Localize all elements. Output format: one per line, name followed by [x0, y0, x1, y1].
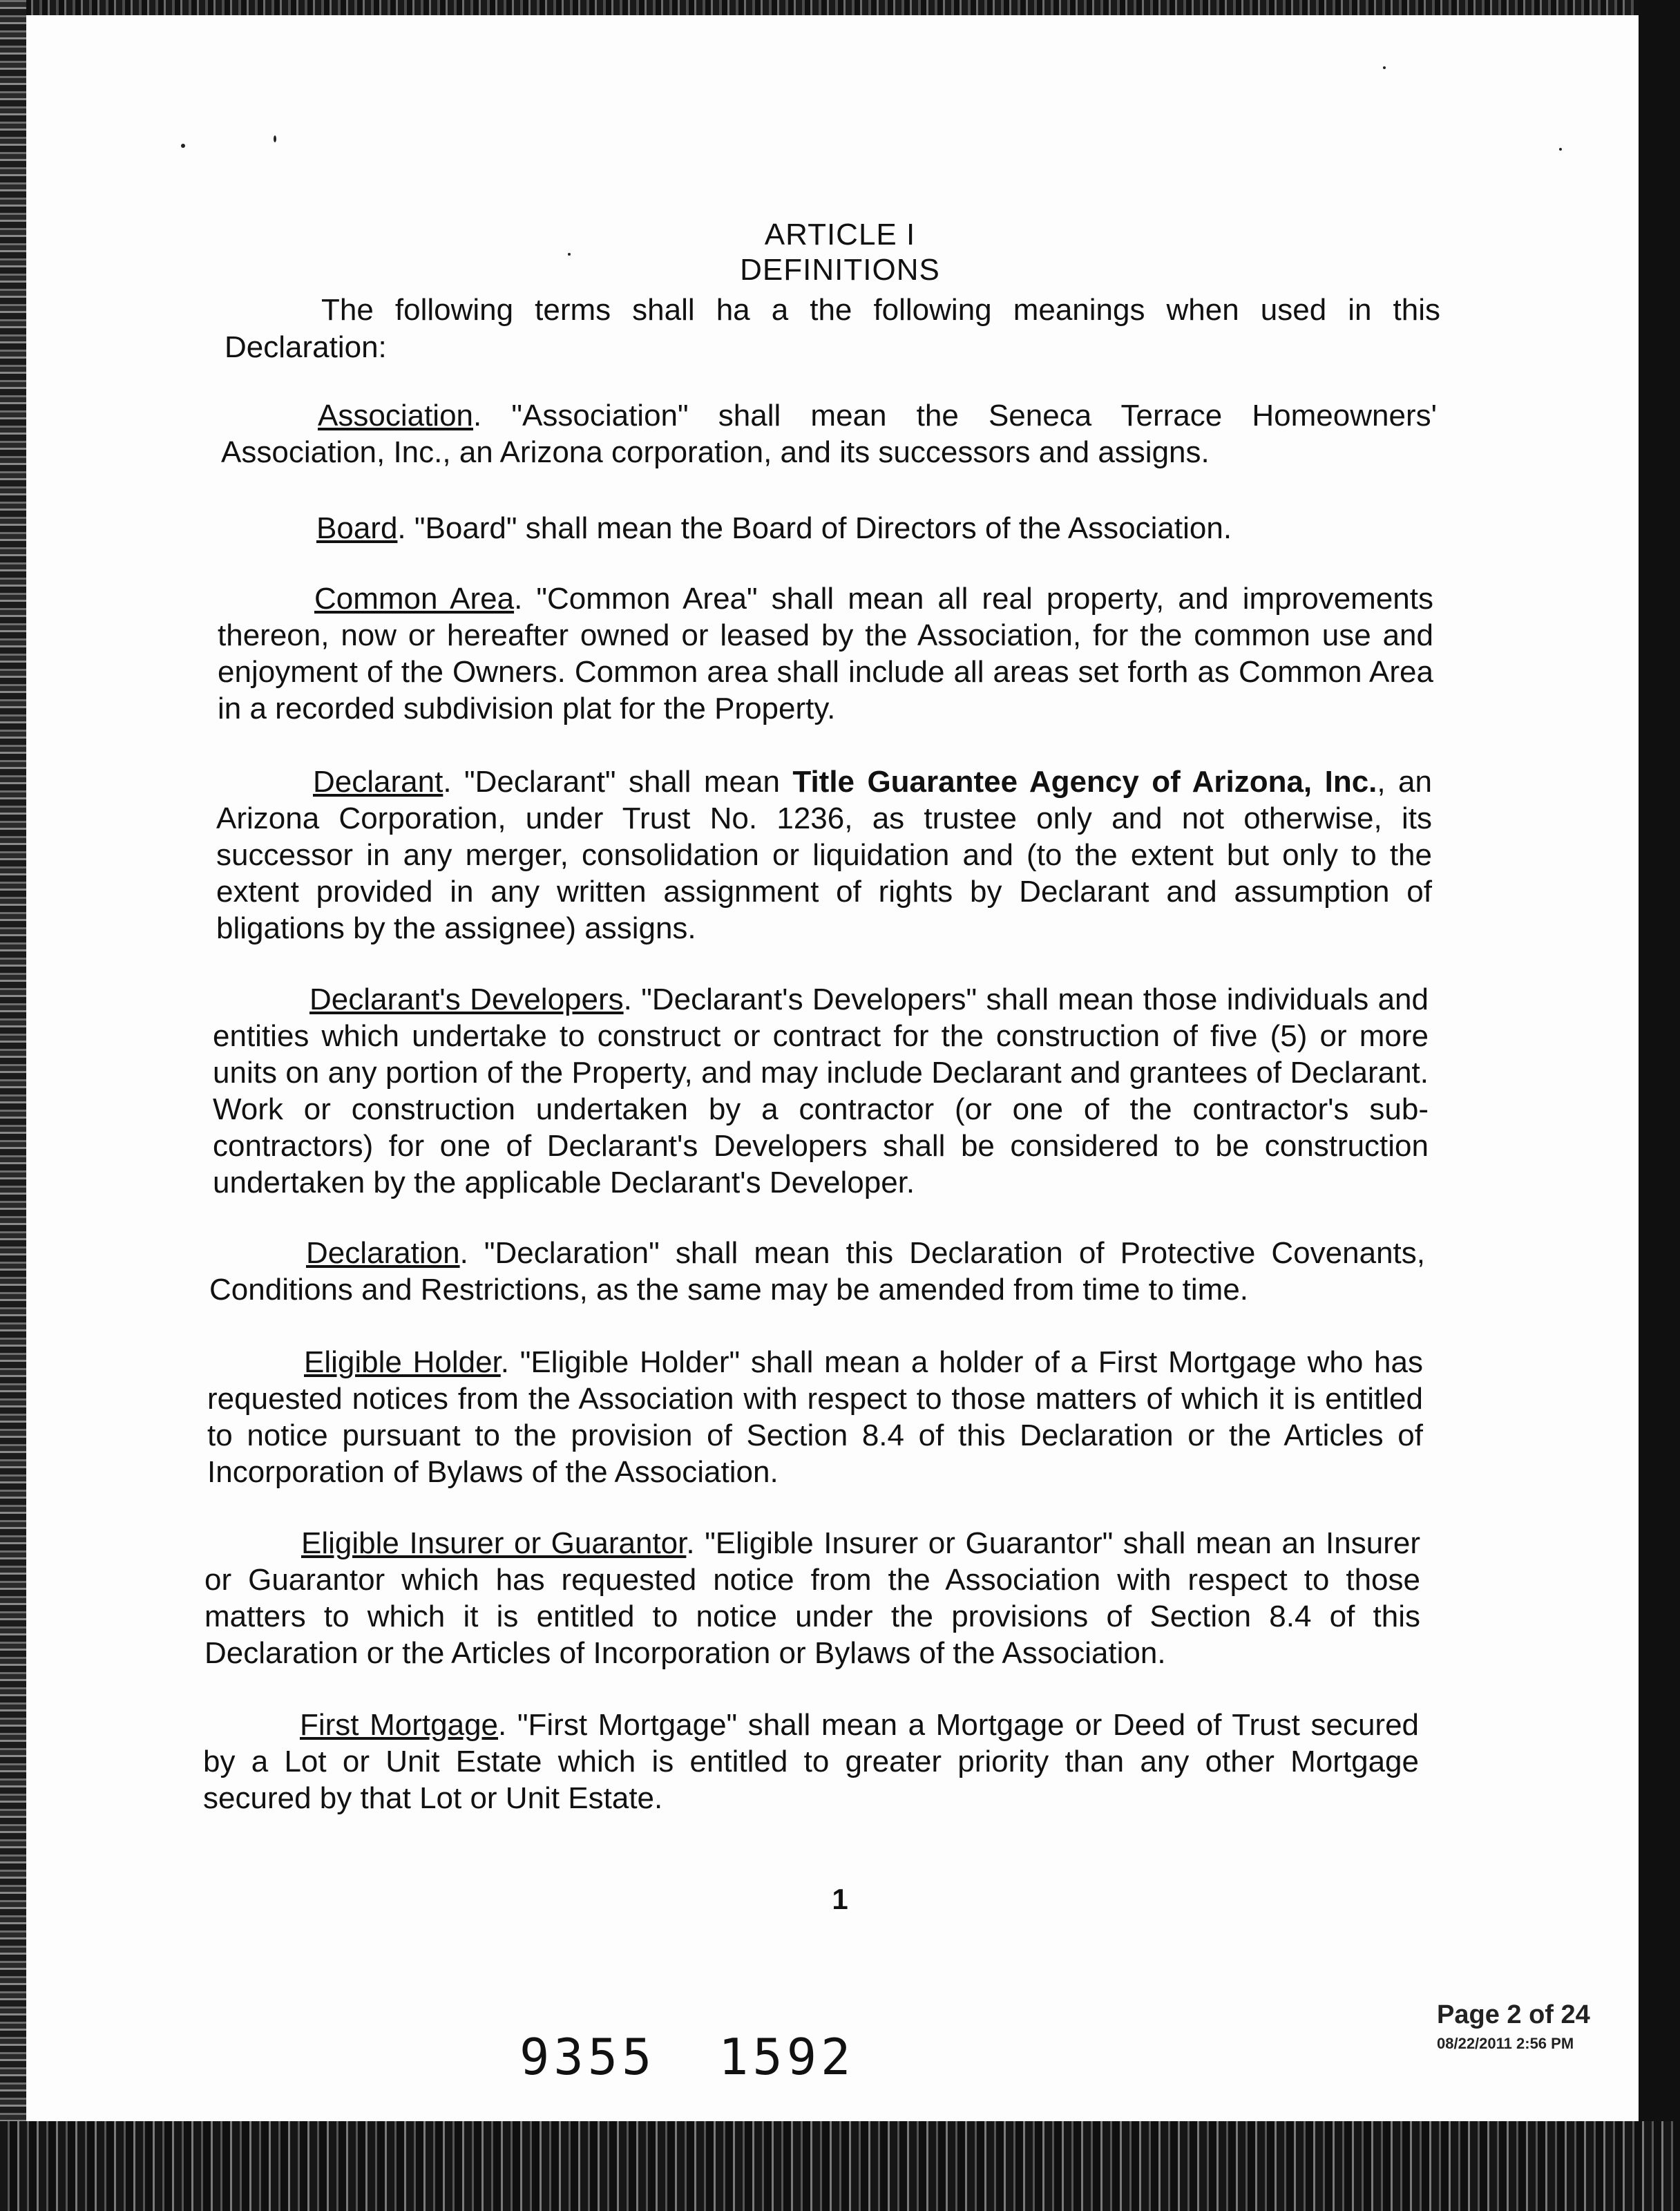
- definition-text-bold: Title Guarantee Agency of Arizona, Inc.: [792, 765, 1377, 799]
- definition-text: "Declarant's Developers" shall mean those individuals and entities which undertake to construct or contract for the construction of five (5) or more units on any portion of the Property, and may include Declarant and grantees of Declarant. Work or construction undertaken by a contractor (or one of the contractor's sub-contractors) for one of Declarant's Developers shall be considered to be construction undertaken by the applicable Declarant's Developer.: [213, 983, 1429, 1199]
- definition-text: "First Mortgage" shall mean a Mortgage or Deed of Trust secured by a Lot or Unit Estate which is entitled to greater priority than any other Mortgage secured by that Lot or Unit Estate.: [203, 1708, 1420, 1815]
- article-subheading: DEFINITIONS: [740, 253, 940, 287]
- definition-text-after: , an Arizona Corporation, under Trust No. 1236, as trustee only and not otherwise, its successor in any merger, consolidation or liquidation and (to the extent but only to the extent provided in any written assignment of rights by Declarant and assumption of bligations by the assignee) assigns.: [216, 765, 1432, 945]
- scan-speck: [274, 135, 276, 142]
- intro-text: The following terms shall ha a the following meanings when used in this Declaration:: [225, 293, 1440, 364]
- definition-text: "Declaration" shall mean this Declaration of Protective Covenants, Conditions and Restrictions, as the same may be amended from time to time.: [209, 1236, 1425, 1307]
- scan-speck: [181, 144, 185, 148]
- definition-declarants-developers: Declarant's Developers. "Declarant's Developers" shall mean those individuals and entities which undertake to construct or contract for the construction of five (5) or more units on any portion of the Property, and may include Declarant and grantees of Declarant. Work or construction undertaken by a contractor (or one of the contractor's sub-contractors) for one of Declarant's Developers shall be considered to be construction undertaken by the applicable Declarant's Developer.: [213, 983, 1429, 1199]
- definition-term: Eligible Insurer or Guarantor: [301, 1526, 687, 1560]
- definition-term: Board: [316, 511, 398, 545]
- page-stamp: Page 2 of 24: [1437, 2000, 1590, 2029]
- definition-declarant: Declarant. "Declarant" shall mean Title Guarantee Agency of Arizona, Inc., an Arizona Corporation, under Trust No. 1236, as trustee only and not otherwise, its successor in any merger, consolidation or liquidation and (to the extent but only to the extent provided in any written assignment of rights by Declarant and assumption of bligations by the assignee) assigns.: [216, 765, 1432, 945]
- scan-border-right: [1639, 0, 1680, 2211]
- scan-border-top: [0, 0, 1680, 15]
- definition-term: First Mortgage: [300, 1708, 499, 1742]
- definition-association: Association. "Association" shall mean the Seneca Terrace Homeowners' Association, Inc., an Arizona corporation, and its successors and assigns.: [221, 399, 1437, 469]
- scan-speck: [1383, 66, 1386, 69]
- definition-eligible-insurer-or-guarantor: Eligible Insurer or Guarantor. "Eligible Insurer or Guarantor" shall mean an Insurer or Guarantor which has requested notice from the Association with respect to those matters to which it is entitled to notice under the provisions of Section 8.4 of this Declaration or the Articles of Incorporation or Bylaws of the Association.: [204, 1526, 1420, 1670]
- scan-border-left: [0, 0, 26, 2211]
- definition-board: Board. "Board" shall mean the Board of Directors of the Association.: [316, 511, 1232, 545]
- intro-paragraph: [225, 292, 1440, 366]
- definition-term: Declarant: [313, 765, 443, 799]
- definition-term: Eligible Holder: [304, 1345, 501, 1379]
- definition-declaration: Declaration. "Declaration" shall mean this Declaration of Protective Covenants, Conditions and Restrictions, as the same may be amended from time to time.: [209, 1236, 1425, 1307]
- definition-text: "Board" shall mean the Board of Directors of the Association.: [414, 511, 1232, 545]
- definition-text: "Eligible Holder" shall mean a holder of a First Mortgage who has requested notices from the Association with respect to those matters of which it is entitled to notice pursuant to the provision of Section 8.4 of this Declaration or the Articles of Incorporation of Bylaws of the Association.: [207, 1345, 1423, 1489]
- date-stamp: 08/22/2011 2:56 PM: [1437, 2035, 1574, 2052]
- definition-term: Common Area: [314, 582, 515, 616]
- definition-term: Declarant's Developers: [309, 983, 624, 1016]
- definition-term: Declaration: [306, 1236, 460, 1270]
- definition-text: "Common Area" shall mean all real property, and improvements thereon, now or hereafter owned or leased by the Association, for the common use and enjoyment of the Owners. Common area shall include all areas set forth as Common Area in a recorded subdivision plat for the Property.: [218, 582, 1434, 725]
- definition-text: "Eligible Insurer or Guarantor" shall mean an Insurer or Guarantor which has requested notice from the Association with respect to those matters to which it is entitled to notice under the provisions of Section 8.4 of this Declaration or the Articles of Incorporation or Bylaws of the Association.: [204, 1526, 1420, 1670]
- page-number: 1: [832, 1883, 848, 1915]
- definition-first-mortgage: First Mortgage. "First Mortgage" shall mean a Mortgage or Deed of Trust secured by a Lot or Unit Estate which is entitled to greater priority than any other Mortgage secured by that Lot or Unit Estate.: [203, 1708, 1420, 1815]
- scan-border-bottom: [0, 2121, 1680, 2211]
- definition-term: Association: [318, 399, 474, 433]
- definition-common-area: Common Area. "Common Area" shall mean all real property, and improvements thereon, now or hereafter owned or leased by the Association, for the common use and enjoyment of the Owners. Common area shall include all areas set forth as Common Area in a recorded subdivision plat for the Property.: [218, 582, 1434, 725]
- article-heading: ARTICLE I: [764, 218, 916, 252]
- scan-speck: [1559, 148, 1562, 151]
- definition-eligible-holder: Eligible Holder. "Eligible Holder" shall mean a holder of a First Mortgage who has requested notices from the Association with respect to those matters of which it is entitled to notice pursuant to the provision of Section 8.4 of this Declaration or the Articles of Incorporation of Bylaws of the Association.: [207, 1345, 1423, 1489]
- definition-text: "Association" shall mean the Seneca Terrace Homeowners' Association, Inc., an Arizona corporation, and its successors and assigns.: [221, 399, 1437, 469]
- recording-book-number: 9355: [519, 2028, 656, 2086]
- recording-page-number: 1592: [718, 2028, 855, 2086]
- definition-text-before: "Declarant" shall mean: [464, 765, 780, 799]
